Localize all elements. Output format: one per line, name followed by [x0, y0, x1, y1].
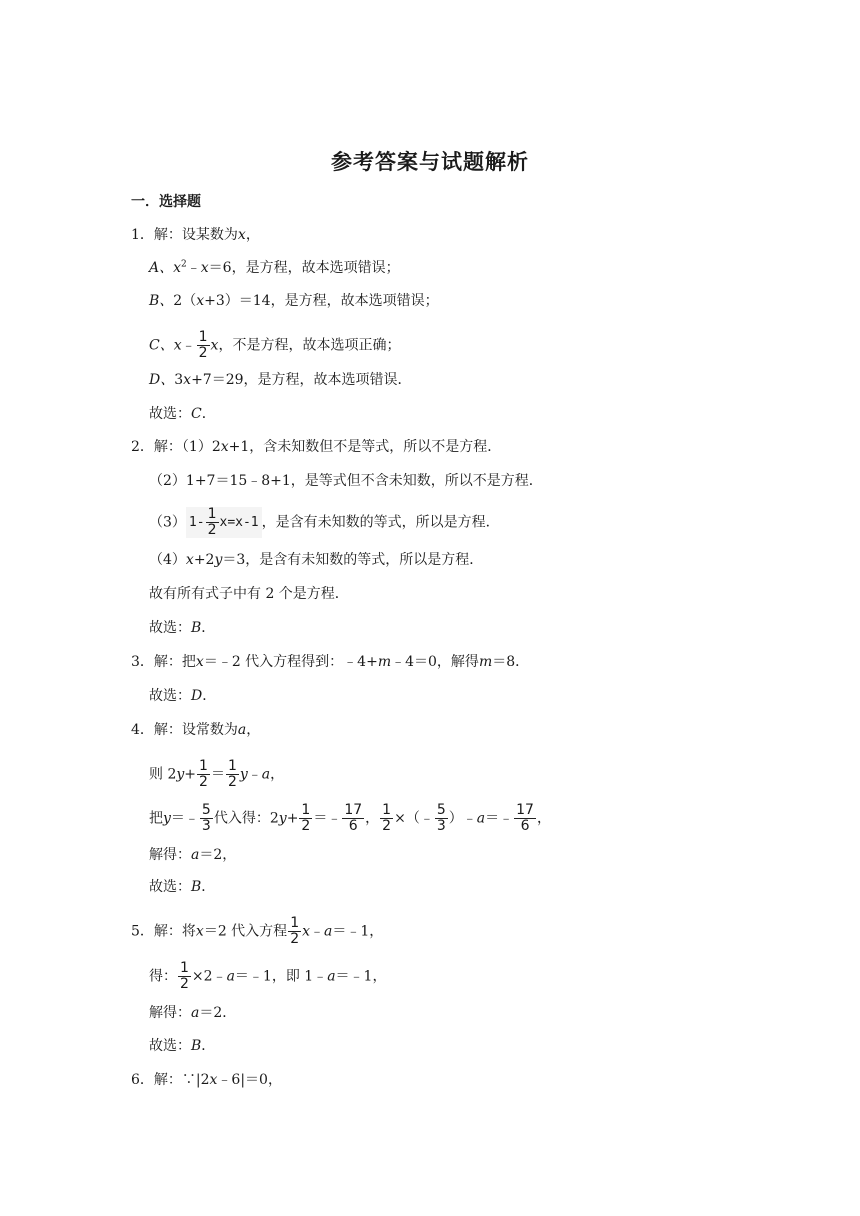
equation-image: 1- $\frac{1}{2}$ x=x-1: [186, 507, 262, 538]
q1-answer: 故选：C．: [149, 406, 216, 422]
q2-line-3: （3） 1- $\frac{1}{2}$ x=x-1 ，是含有未知数的等式，所以是方程．: [149, 506, 500, 538]
fraction: $\frac{5}{3}$: [436, 802, 446, 834]
q4-line-4: 解得：a＝2，: [149, 847, 237, 863]
fraction: $\frac{1}{2}$: [382, 802, 392, 834]
fraction: $\frac{1}{2}$: [198, 329, 208, 361]
q4-line-3: 把y＝﹣ $\frac{5}{3}$ 代入得：2y+ $\frac{1}{2}$ ＝﹣ $\frac{17}{6}$ ， $\frac{1}{2}$ ×（﹣ $\frac{5}{3}$ ）﹣a＝﹣ $\frac{17}{6}$ ，: [149, 802, 551, 834]
q6-line-1: 6．解：∵|2x﹣6|＝0，: [131, 1072, 282, 1088]
q5-line-3: 解得：a＝2．: [149, 1005, 237, 1021]
fraction: $\frac{1}{2}$: [180, 960, 189, 992]
q2-line-5: 故有所有式子中有 2 个是方程．: [149, 586, 349, 602]
page-title: 参考答案与试题解析: [331, 150, 529, 174]
q4-line-2: 则 2y+ $\frac{1}{2}$ ＝ $\frac{1}{2}$ y﹣a，: [149, 758, 285, 790]
q2-line-1: 2．解：（1）2x+1，含未知数但不是等式，所以不是方程．: [131, 439, 502, 455]
q2-answer: 故选：B．: [149, 620, 216, 636]
q3-line-1: 3．解：把x＝﹣2 代入方程得到：﹣4+m﹣4＝0，解得m＝8．: [131, 654, 530, 670]
fraction: $\frac{17}{6}$: [344, 802, 363, 834]
q2-line-2: （2）1+7＝15﹣8+1，是等式但不含未知数，所以不是方程．: [149, 473, 543, 489]
fraction: $\frac{1}{2}$: [227, 758, 237, 790]
q5-line-2: 得： $\frac{1}{2}$ ×2﹣a＝﹣1，即 1﹣a＝﹣1，: [149, 960, 387, 992]
q5-line-1: 5．解：将x＝2 代入方程 $\frac{1}{2}$ x﹣a＝﹣1，: [131, 915, 384, 947]
q3-answer: 故选：D．: [149, 688, 217, 704]
q4-answer: 故选：B．: [149, 879, 216, 895]
section-heading: 一．选择题: [131, 194, 201, 210]
q2-line-4: （4）x+2y＝3，是含有未知数的等式，所以是方程．: [149, 552, 484, 568]
q1-option-b: B、2（x+3）＝14，是方程，故本选项错误；: [149, 293, 439, 309]
q4-line-1: 4．解：设常数为a，: [131, 722, 261, 738]
q1-lead: 1．解：设某数为x，: [131, 227, 260, 243]
fraction: $\frac{17}{6}$: [516, 802, 534, 834]
fraction: $\frac{1}{2}$: [207, 506, 217, 538]
q1-option-d: D、3x+7＝29，是方程，故本选项错误．: [149, 372, 412, 388]
fraction: $\frac{1}{2}$: [290, 915, 300, 947]
fraction: $\frac{5}{3}$: [201, 802, 211, 834]
q1-option-c: C、x﹣ $\frac{1}{2}$ x，不是方程，故本选项正确；: [149, 329, 401, 361]
fraction: $\frac{1}{2}$: [199, 758, 208, 790]
q5-answer: 故选：B．: [149, 1038, 216, 1054]
q1-option-a: A、$x^2﹣x=6$，是方程，故本选项错误；: [149, 259, 400, 276]
fraction: $\frac{1}{2}$: [301, 802, 311, 834]
